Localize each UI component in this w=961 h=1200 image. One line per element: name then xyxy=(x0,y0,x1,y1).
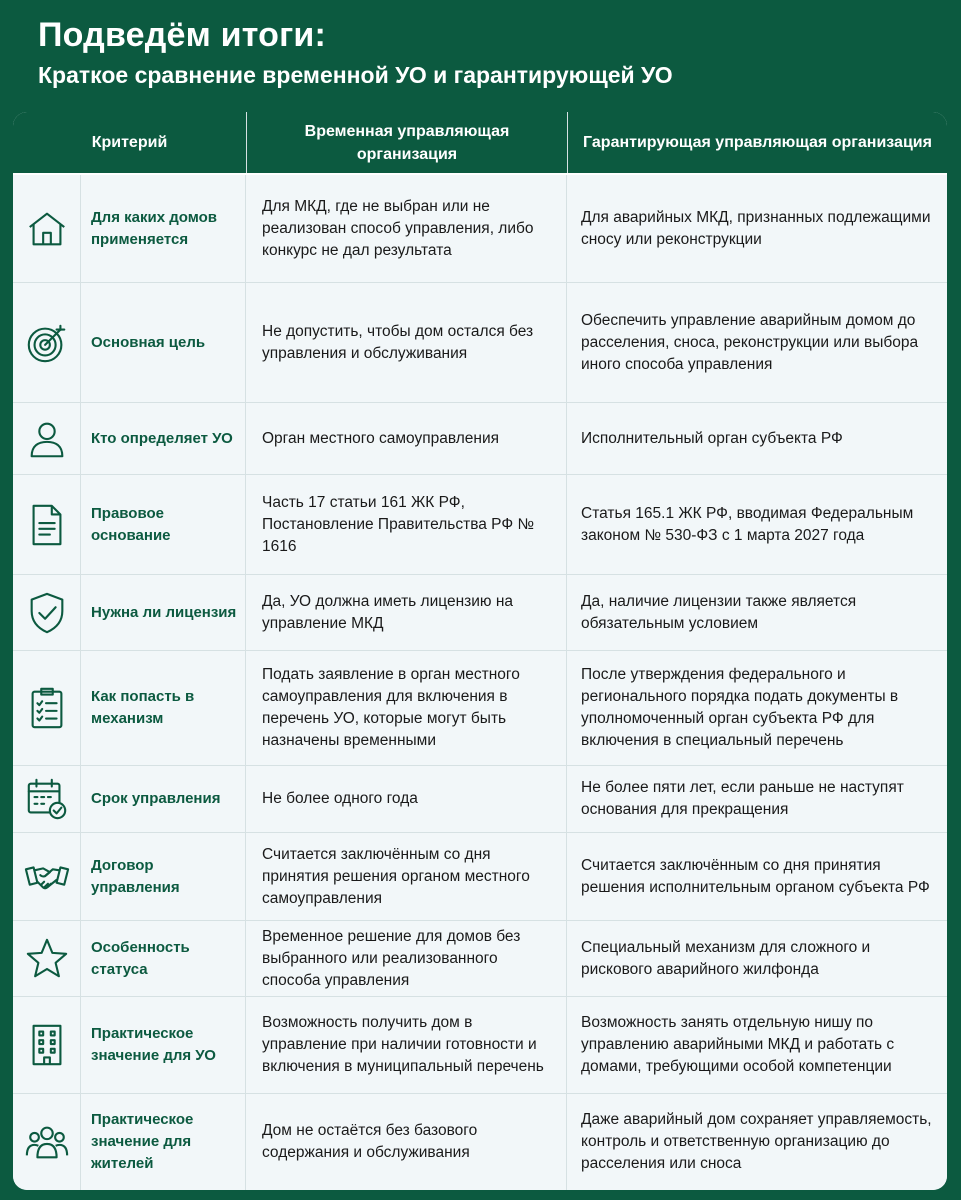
table-row xyxy=(13,650,947,765)
table-row xyxy=(13,996,947,1093)
building-icon xyxy=(24,1022,70,1068)
page-title: Подведём итоги: xyxy=(38,16,327,54)
temporary-value: Дом не остаётся без базового содержания и обслуживания xyxy=(246,1094,567,1190)
guaranteeing-value: Да, наличие лицензии также является обязательным условием xyxy=(581,592,857,632)
criterion-label: Практическое значение для жителей xyxy=(81,1094,246,1190)
guaranteeing-value: Считается заключённым со дня принятия решения исполнительным органом субъекта РФ xyxy=(581,856,930,896)
guaranteeing-value: Исполнительный орган субъекта РФ xyxy=(581,429,843,447)
table-body xyxy=(13,175,947,1190)
temporary-value: Не более одного года xyxy=(246,766,567,832)
table-row xyxy=(13,282,947,402)
temporary-value: Часть 17 статьи 161 ЖК РФ, Постановление Правительства РФ № 1616 xyxy=(246,475,567,574)
temporary-value: Орган местного самоуправления xyxy=(246,403,567,474)
header-temporary: Временная управляющая организация xyxy=(246,112,567,173)
guaranteeing-value: Специальный механизм для сложного и рискового аварийного жилфонда xyxy=(581,938,871,978)
criterion-label: Нужна ли лицензия xyxy=(81,575,246,650)
header-guaranteeing: Гарантирующая управляющая организация xyxy=(567,112,947,173)
checklist-icon xyxy=(24,685,70,731)
criterion-label: Договор управления xyxy=(81,833,246,920)
header-criterion: Критерий xyxy=(91,134,168,151)
guaranteeing-value: Статья 165.1 ЖК РФ, вводимая Федеральным законом № 530-ФЗ с 1 марта 2027 года xyxy=(581,504,914,544)
temporary-value: Для МКД, где не выбран или не реализован способ управления, либо конкурс не дал результата xyxy=(246,175,567,282)
criterion-label: Срок управления xyxy=(81,766,246,832)
document-icon xyxy=(24,502,70,548)
house-icon xyxy=(24,206,70,252)
criterion-label: Практическое значение для УО xyxy=(81,997,246,1093)
temporary-value: Считается заключённым со дня принятия решения органом местного самоуправления xyxy=(246,833,567,920)
guaranteeing-value: Обеспечить управление аварийным домом до расселения, сноса, реконструкции или выбора иного способа управления xyxy=(581,311,919,373)
table-header xyxy=(13,112,947,175)
criterion-label: Особенность статуса xyxy=(81,921,246,996)
table-row xyxy=(13,402,947,474)
criterion-label: Основная цель xyxy=(81,283,246,402)
shield-check-icon xyxy=(24,590,70,636)
guaranteeing-value: Не более пяти лет, если раньше не наступят основания для прекращения xyxy=(581,779,904,818)
temporary-value: Да, УО должна иметь лицензию на управление МКД xyxy=(246,575,567,650)
person-icon xyxy=(24,416,70,462)
guaranteeing-value: Даже аварийный дом сохраняет управляемость, контроль и ответственную организацию до расселения или сноса xyxy=(581,1111,932,1172)
table-row xyxy=(13,574,947,650)
table-row xyxy=(13,920,947,996)
table-row xyxy=(13,1093,947,1190)
target-icon xyxy=(24,320,70,366)
temporary-value: Подать заявление в орган местного самоуправления для включения в перечень УО, которые могут быть назначены временными xyxy=(246,651,567,765)
people-group-icon xyxy=(24,1119,70,1165)
comparison-table xyxy=(13,112,947,1190)
temporary-value: Не допустить, чтобы дом остался без управления и обслуживания xyxy=(246,283,567,402)
page-subtitle: Краткое сравнение временной УО и гарантирующей УО xyxy=(38,62,673,88)
guaranteeing-value: После утверждения федерального и регионального порядка подать документы в уполномоченный орган субъекта РФ для включения в специальный перечень xyxy=(581,666,899,749)
temporary-value: Возможность получить дом в управление при наличии готовности и включения в муниципальный перечень xyxy=(246,997,567,1093)
criterion-label: Как попасть в механизм xyxy=(81,651,246,765)
handshake-icon xyxy=(24,854,70,900)
table-row xyxy=(13,175,947,282)
star-icon xyxy=(24,936,70,982)
temporary-value: Временное решение для домов без выбранного или реализованного способа управления xyxy=(246,921,567,996)
criterion-label: Правовое основание xyxy=(81,475,246,574)
table-row xyxy=(13,474,947,574)
guaranteeing-value: Для аварийных МКД, признанных подлежащими сносу или реконструкции xyxy=(581,208,931,248)
table-row xyxy=(13,832,947,920)
criterion-label: Для каких домов применяется xyxy=(81,175,246,282)
guaranteeing-value: Возможность занять отдельную нишу по управлению аварийными МКД и работать с домами, требующими особой компетенции xyxy=(581,1014,895,1075)
calendar-check-icon xyxy=(24,776,70,822)
criterion-label: Кто определяет УО xyxy=(81,403,246,474)
table-row xyxy=(13,765,947,832)
